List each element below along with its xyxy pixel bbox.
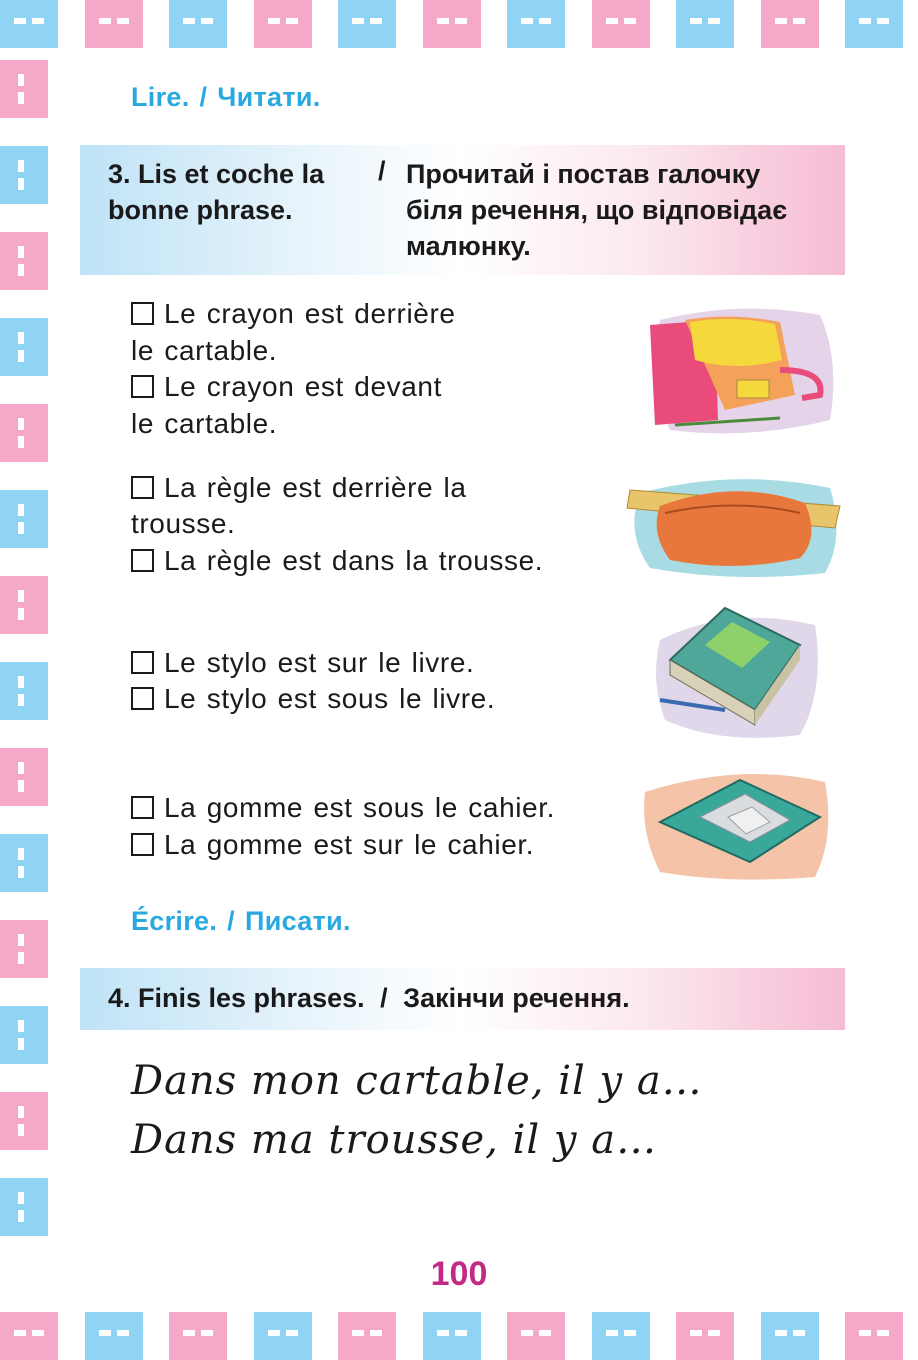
border-tile (0, 576, 48, 634)
task3-instruction-fr (108, 156, 324, 228)
border-tile (676, 0, 734, 48)
sentence-line: Le stylo est sous le livre. (131, 683, 495, 715)
border-tile (0, 1178, 48, 1236)
border-tile (845, 1312, 903, 1360)
sentence-line: Le crayon est devant (131, 371, 442, 403)
border-tile (0, 1092, 48, 1150)
border-tile (338, 0, 396, 48)
schoolbag-pencil-image (630, 300, 840, 440)
sentence-line: Le stylo est sur le livre. (131, 647, 474, 679)
sentence-line: le cartable. (131, 408, 278, 439)
border-tile (423, 1312, 481, 1360)
task4-instruction (108, 980, 630, 1016)
task4-instruction-uk: Закінчи речення. (403, 983, 630, 1013)
border-tile (592, 0, 650, 48)
border-tile (0, 1006, 48, 1064)
border-tile (0, 0, 58, 48)
border-tile (338, 1312, 396, 1360)
task3-instruction-uk (406, 156, 787, 264)
section-read-fr: Lire. (131, 82, 190, 112)
task3-separator: / (378, 156, 386, 186)
checkbox[interactable] (131, 302, 154, 325)
task3-uk-line1: Прочитай і постав галочку (406, 159, 761, 189)
task4-instruction-fr: 4. Finis les phrases. (108, 983, 365, 1013)
border-tile (169, 1312, 227, 1360)
border-tile (423, 0, 481, 48)
border-tile (507, 0, 565, 48)
checkbox[interactable] (131, 375, 154, 398)
section-title-read (131, 82, 321, 113)
sentence-line: Le crayon est derrière (131, 298, 456, 330)
border-tile (85, 0, 143, 48)
checkbox[interactable] (131, 687, 154, 710)
border-tile (254, 1312, 312, 1360)
handwriting-line: Dans ma trousse, il y a… (131, 1117, 658, 1163)
border-tile (254, 0, 312, 48)
sentence-line: La gomme est sous le cahier. (131, 792, 555, 824)
checkbox[interactable] (131, 476, 154, 499)
book-pen-image (650, 600, 825, 745)
border-tile (0, 748, 48, 806)
checkbox[interactable] (131, 651, 154, 674)
border-tile (761, 0, 819, 48)
notebook-eraser-image (640, 762, 835, 884)
border-tile (761, 1312, 819, 1360)
border-tile (0, 1312, 58, 1360)
section-write-separator: / (227, 906, 235, 936)
sentence-line: La gomme est sur le cahier. (131, 829, 534, 861)
checkbox[interactable] (131, 796, 154, 819)
task3-uk-line3: малюнку. (406, 231, 531, 261)
border-tile (85, 1312, 143, 1360)
task4-separator: / (380, 983, 388, 1013)
border-tile (0, 232, 48, 290)
task3-fr-line2: bonne phrase. (108, 195, 293, 225)
border-tile (0, 662, 48, 720)
section-write-fr: Écrire. (131, 906, 218, 936)
page-number: 100 (430, 1255, 488, 1293)
border-tile (507, 1312, 565, 1360)
border-tile (0, 318, 48, 376)
sentence-line: le cartable. (131, 335, 278, 366)
section-read-separator: / (199, 82, 208, 112)
border-tile (0, 404, 48, 462)
border-tile (0, 146, 48, 204)
handwriting-line: Dans mon cartable, il y a… (131, 1058, 703, 1104)
sentence-line: La règle est dans la trousse. (131, 545, 543, 577)
checkbox[interactable] (131, 549, 154, 572)
border-tile (0, 60, 48, 118)
border-tile (845, 0, 903, 48)
section-write-uk: Писати. (244, 906, 351, 936)
sentence-line: La règle est derrière la (131, 472, 467, 504)
section-title-write (131, 906, 351, 937)
border-tile (0, 834, 48, 892)
sentence-line: trousse. (131, 508, 236, 539)
pencil-case-ruler-image (625, 468, 845, 580)
task3-uk-line2: біля речення, що відповідає (406, 195, 788, 225)
section-read-uk: Читати. (217, 82, 321, 112)
border-tile (676, 1312, 734, 1360)
task3-fr-line1: 3. Lis et coche la (108, 159, 325, 189)
border-tile (0, 920, 48, 978)
border-tile (0, 490, 48, 548)
checkbox[interactable] (131, 833, 154, 856)
border-tile (169, 0, 227, 48)
border-tile (592, 1312, 650, 1360)
